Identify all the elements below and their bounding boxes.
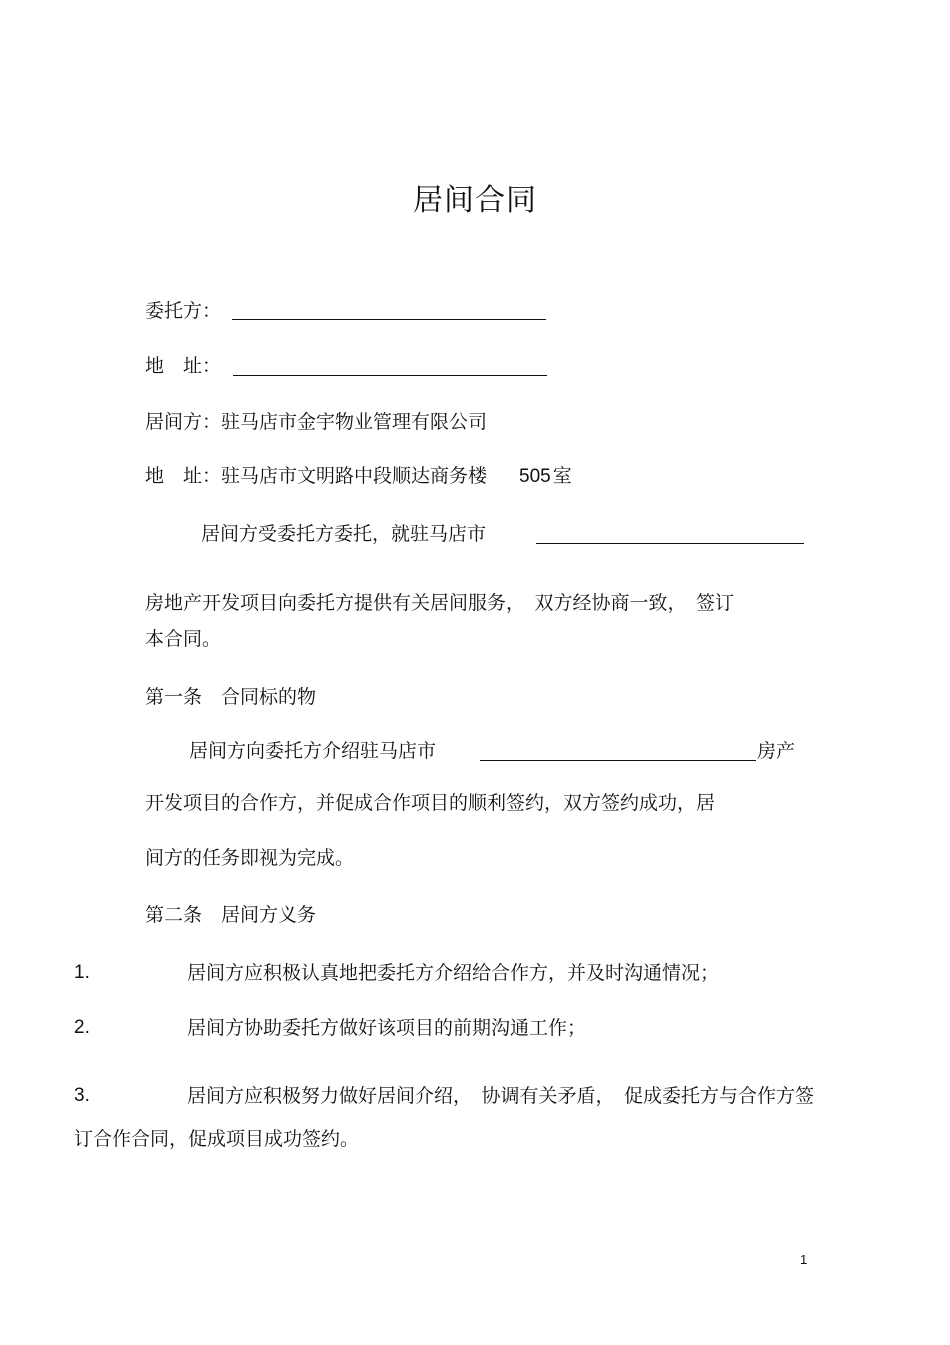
room-suffix: 室 <box>552 465 572 487</box>
obligation-3-continuation: 订合作合同，促成项目成功签约。 <box>74 1128 360 1150</box>
intro-line-1: 居间方受委托方委托，就驻马店市 <box>201 523 487 545</box>
intro-line-2: 房地产开发项目向委托方提供有关居间服务， 双方经协商一致， 签订 <box>145 592 735 614</box>
intermediary-address-text: 地 址：驻马店市文明路中段顺达商务楼 <box>145 465 488 487</box>
obligation-1-number: 1. <box>74 962 90 983</box>
obligation-3-number: 3. <box>74 1085 90 1106</box>
intermediary-address-line <box>145 464 572 489</box>
client-blank-line <box>232 319 546 320</box>
document-title: 居间合同 <box>413 183 537 218</box>
article-1-line-3: 间方的任务即视为完成。 <box>145 847 355 869</box>
page-number: 1 <box>800 1252 808 1267</box>
obligation-3-text: 居间方应积极努力做好居间介绍， 协调有关矛盾， 促成委托方与合作方签 <box>187 1085 815 1107</box>
article-2-heading: 第二条 居间方义务 <box>145 904 317 926</box>
client-label: 委托方： <box>145 300 222 322</box>
intro-city-blank-line <box>536 543 804 544</box>
intro-line-3: 本合同。 <box>145 628 222 650</box>
client-address-label: 地 址： <box>145 355 222 377</box>
intermediary-line: 居间方：驻马店市金宇物业管理有限公司 <box>145 411 488 433</box>
obligation-1-text: 居间方应积极认真地把委托方介绍给合作方，并及时沟通情况； <box>187 962 720 984</box>
article-1-project-blank-line <box>480 760 756 761</box>
article-1-line-1-suffix: 房产 <box>757 740 796 762</box>
article-1-line-1: 居间方向委托方介绍驻马店市 <box>189 740 437 762</box>
obligation-2-text: 居间方协助委托方做好该项目的前期沟通工作； <box>187 1017 587 1039</box>
client-address-blank-line <box>233 375 547 376</box>
article-1-heading: 第一条 合同标的物 <box>145 686 317 708</box>
room-number: 505 <box>519 466 551 487</box>
obligation-2-number: 2. <box>74 1017 90 1038</box>
article-1-line-2: 开发项目的合作方，并促成合作项目的顺利签约，双方签约成功，居 <box>145 792 716 814</box>
